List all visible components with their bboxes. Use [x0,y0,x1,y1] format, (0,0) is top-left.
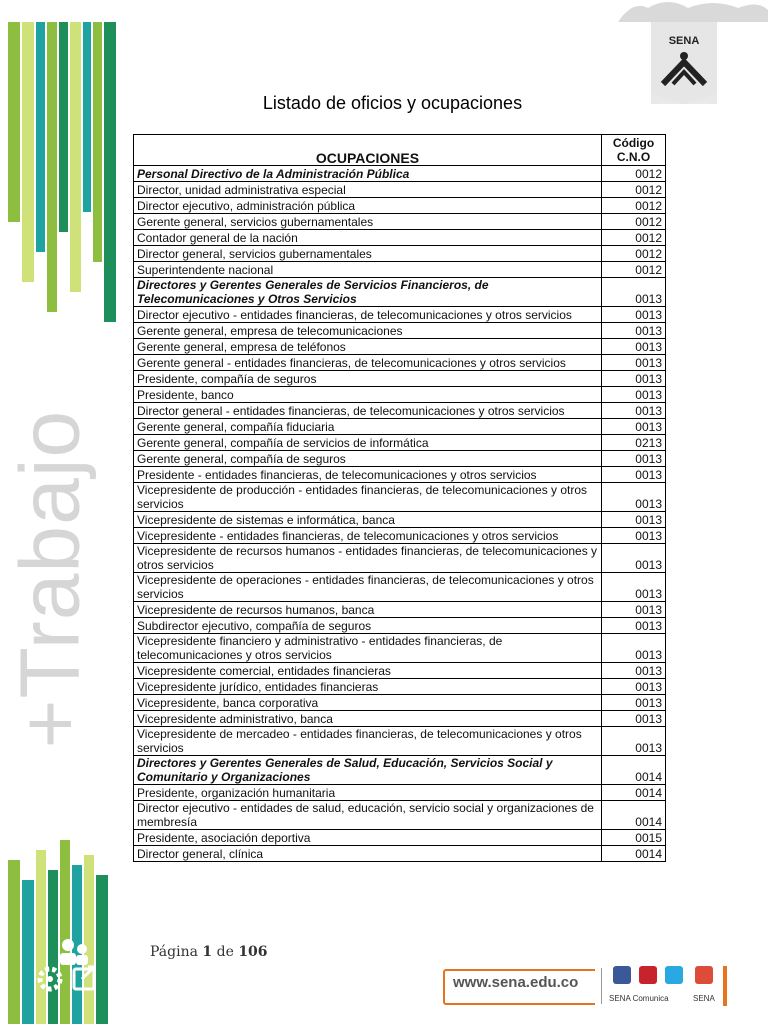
googleplus-icon[interactable] [695,966,713,984]
table-row [134,198,666,214]
occupations-table [133,134,666,862]
code-cell: 0013 [602,371,666,387]
code-cell: 0012 [602,182,666,198]
occupation-cell: Director general - entidades financieras, de telecomunicaciones y otros servicios [134,403,602,419]
occupation-cell: Vicepresidente de producción - entidades financieras, de telecomunicaciones y otros servicios [134,483,602,512]
occupation-cell: Directores y Gerentes Generales de Salud, Educación, Servicios Social y Comunitario y Organizaciones [134,756,602,785]
table-row [134,387,666,403]
occupation-cell: Personal Directivo de la Administración Pública [134,166,602,182]
occupation-cell: Gerente general, compañía fiduciaria [134,419,602,435]
table-row [134,182,666,198]
code-cell: 0013 [602,679,666,695]
occupation-cell: Contador general de la nación [134,230,602,246]
code-cell: 0013 [602,387,666,403]
code-cell: 0014 [602,801,666,830]
table-row [134,544,666,573]
table-row [134,467,666,483]
code-cell: 0012 [602,214,666,230]
table-row [134,339,666,355]
top-decoration [618,0,768,22]
code-cell: 0013 [602,451,666,467]
table-row [134,663,666,679]
page-number [150,944,268,960]
table-row [134,711,666,727]
table-category-row [134,166,666,182]
table-row [134,262,666,278]
code-cell: 0013 [602,307,666,323]
table-row [134,246,666,262]
table-row [134,451,666,467]
occupation-cell: Gerente general, empresa de telecomunicaciones [134,323,602,339]
table-row [134,846,666,862]
page-prefix: Página [150,944,198,960]
table-row [134,618,666,634]
social-label-comunica: SENA Comunica [609,994,669,1003]
occupation-cell: Presidente - entidades financieras, de telecomunicaciones y otros servicios [134,467,602,483]
code-cell: 0013 [602,573,666,602]
table-row [134,230,666,246]
table-body [134,166,666,862]
code-cell: 0013 [602,355,666,371]
sena-logo [651,22,717,104]
table-row [134,419,666,435]
occupation-cell: Director, unidad administrativa especial [134,182,602,198]
occupation-cell: Vicepresidente de sistemas e informática, banca [134,512,602,528]
code-header-line-1: Código [612,136,655,150]
table-row [134,785,666,801]
occupation-cell: Gerente general, compañía de seguros [134,451,602,467]
code-cell: 0013 [602,419,666,435]
occupation-cell: Gerente general, servicios gubernamentales [134,214,602,230]
occupation-cell: Gerente general - entidades financieras, de telecomunicaciones y otros servicios [134,355,602,371]
occupation-cell: Vicepresidente - entidades financieras, de telecomunicaciones y otros servicios [134,528,602,544]
table-row [134,679,666,695]
occupation-cell: Director ejecutivo - entidades de salud, educación, servicio social y organizaciones de membresía [134,801,602,830]
table-row [134,323,666,339]
side-banner-text: +Trabajo [2,409,97,749]
code-cell: 0013 [602,618,666,634]
code-cell: 0012 [602,198,666,214]
occupation-cell: Vicepresidente comercial, entidades financieras [134,663,602,679]
table-row [134,695,666,711]
occupation-cell: Vicepresidente administrativo, banca [134,711,602,727]
occupation-cell: Director ejecutivo - entidades financieras, de telecomunicaciones y otros servicios [134,307,602,323]
occupation-cell: Vicepresidente, banca corporativa [134,695,602,711]
sena-website-link[interactable]: www.sena.edu.co [453,974,579,991]
people-gear-icon [36,935,102,999]
code-cell: 0013 [602,403,666,419]
occupation-cell: Gerente general, empresa de teléfonos [134,339,602,355]
occupation-cell: Vicepresidente de recursos humanos, banca [134,602,602,618]
occupation-cell: Director general, clínica [134,846,602,862]
occupation-cell: Vicepresidente de operaciones - entidades financieras, de telecomunicaciones y otros servicios [134,573,602,602]
page-total: 106 [238,944,268,960]
code-cell: 0013 [602,483,666,512]
table-row [134,528,666,544]
code-cell: 0013 [602,544,666,573]
occupation-cell: Superintendente nacional [134,262,602,278]
occupation-cell: Presidente, compañía de seguros [134,371,602,387]
table-row [134,573,666,602]
code-header-line-2: C.N.O [616,150,651,164]
table-row [134,403,666,419]
code-cell: 0013 [602,727,666,756]
code-cell: 0013 [602,634,666,663]
occupation-cell: Vicepresidente financiero y administrativo - entidades financieras, de telecomunicaciones y otros servicios [134,634,602,663]
occupation-cell: Directores y Gerentes Generales de Servicios Financieros, de Telecomunicaciones y Otros Servicios [134,278,602,307]
code-cell: 0012 [602,166,666,182]
table-row [134,727,666,756]
code-cell: 0015 [602,830,666,846]
banner-accent [723,966,727,1006]
occupation-cell: Gerente general, compañía de servicios de informática [134,435,602,451]
code-cell: 0013 [602,663,666,679]
table-row [134,602,666,618]
code-cell: 0013 [602,528,666,544]
page-separator: de [216,944,234,960]
table-row [134,355,666,371]
code-cell: 0013 [602,278,666,307]
table-category-row [134,756,666,785]
occupation-cell: Presidente, banco [134,387,602,403]
social-label-sena: SENA [693,994,715,1003]
sena-web-banner [443,966,727,1010]
table-row [134,435,666,451]
code-cell: 0013 [602,512,666,528]
pinterest-icon[interactable] [639,966,657,984]
code-cell: 0012 [602,230,666,246]
column-header-code [602,135,666,166]
code-cell: 0014 [602,846,666,862]
table-row [134,801,666,830]
occupation-cell: Subdirector ejecutivo, compañía de seguros [134,618,602,634]
code-cell: 0012 [602,246,666,262]
occupation-cell: Director ejecutivo, administración pública [134,198,602,214]
table-row [134,830,666,846]
twitter-icon[interactable] [665,966,683,984]
divider [601,968,602,1004]
code-cell: 0013 [602,695,666,711]
table-row [134,307,666,323]
facebook-icon[interactable] [613,966,631,984]
table-header-row [134,135,666,166]
code-cell: 0013 [602,467,666,483]
occupation-cell: Director general, servicios gubernamentales [134,246,602,262]
occupation-cell: Vicepresidente jurídico, entidades financieras [134,679,602,695]
code-cell: 0013 [602,339,666,355]
page-title: Listado de oficios y ocupaciones [262,93,523,113]
table-row [134,214,666,230]
code-cell: 0012 [602,262,666,278]
occupation-cell: Vicepresidente de recursos humanos - entidades financieras, de telecomunicaciones y otros servicios [134,544,602,573]
code-cell: 0013 [602,323,666,339]
table-row [134,371,666,387]
page-current: 1 [202,944,213,960]
occupation-cell: Vicepresidente de mercadeo - entidades financieras, de telecomunicaciones y otros servicios [134,727,602,756]
column-header-occupations: OCUPACIONES [134,135,602,166]
code-cell: 0014 [602,756,666,785]
table-row [134,634,666,663]
occupation-cell: Presidente, asociación deportiva [134,830,602,846]
code-cell: 0013 [602,711,666,727]
decorative-stripes-top [0,22,120,322]
occupation-cell: Presidente, organización humanitaria [134,785,602,801]
code-cell: 0014 [602,785,666,801]
table-row [134,512,666,528]
code-cell: 0013 [602,602,666,618]
sena-logo-text: SENA [668,35,700,47]
table-category-row [134,278,666,307]
table-row [134,483,666,512]
code-cell: 0213 [602,435,666,451]
